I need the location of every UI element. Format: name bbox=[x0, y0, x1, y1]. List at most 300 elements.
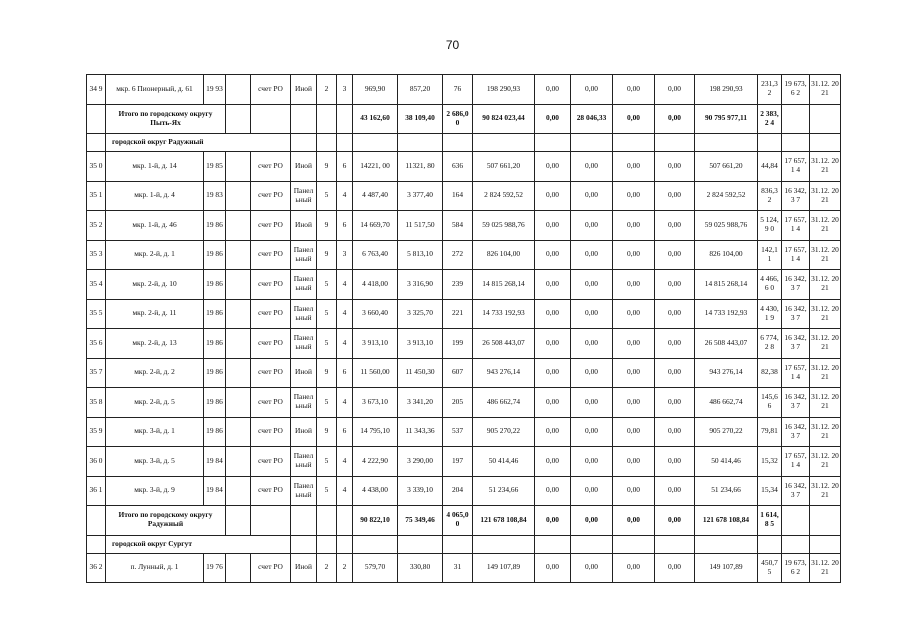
wall-material-cell: Панел ьный bbox=[291, 299, 317, 329]
fund-cell: счет РО bbox=[251, 358, 291, 388]
total-cost-cell: 198 290,93 bbox=[473, 75, 535, 105]
budget-source-cell: 0,00 bbox=[571, 417, 613, 447]
fund-source-cell: 0,00 bbox=[535, 152, 571, 182]
empty-cell bbox=[758, 535, 782, 553]
residents-cell: 197 bbox=[443, 447, 473, 477]
unit-cost-cell: 4 466,6 0 bbox=[758, 270, 782, 300]
floors-cell: 9 bbox=[317, 240, 337, 270]
fund-cell: счет РО bbox=[251, 75, 291, 105]
wall-material-cell: Панел ьный bbox=[291, 240, 317, 270]
empty-cell bbox=[226, 417, 251, 447]
entrances-cell: 2 bbox=[337, 553, 353, 583]
entrances-cell: 4 bbox=[337, 329, 353, 359]
completion-date-cell: 31.12. 2021 bbox=[810, 447, 841, 477]
owners-funds-cell: 14 815 268,14 bbox=[695, 270, 758, 300]
unit-limit-cell: 16 342,3 7 bbox=[782, 181, 810, 211]
empty-cell bbox=[87, 134, 106, 152]
empty-cell bbox=[251, 506, 291, 536]
local-budget-cell: 0,00 bbox=[655, 152, 695, 182]
empty-cell bbox=[782, 134, 810, 152]
floors-cell: 9 bbox=[317, 211, 337, 241]
unit-cost-cell: 44,84 bbox=[758, 152, 782, 182]
subtotal-row bbox=[87, 104, 841, 134]
regional-budget-cell: 0,00 bbox=[613, 417, 655, 447]
unit-limit-cell: 16 342,3 7 bbox=[782, 299, 810, 329]
empty-cell bbox=[291, 104, 317, 134]
row-number: 35 6 bbox=[87, 329, 106, 359]
row-number: 35 2 bbox=[87, 211, 106, 241]
total-area-cell: 6 763,40 bbox=[353, 240, 398, 270]
regional-budget-cell: 0,00 bbox=[613, 358, 655, 388]
residents-cell: 4 065,0 0 bbox=[443, 506, 473, 536]
empty-cell bbox=[226, 476, 251, 506]
empty-cell bbox=[317, 134, 337, 152]
total-cost-cell: 59 025 988,76 bbox=[473, 211, 535, 241]
fund-source-cell: 0,00 bbox=[535, 476, 571, 506]
completion-date-cell: 31.12. 2021 bbox=[810, 358, 841, 388]
empty-cell bbox=[353, 535, 398, 553]
fund-source-cell: 0,00 bbox=[535, 270, 571, 300]
completion-date-cell: 31.12. 2021 bbox=[810, 553, 841, 583]
row-number: 35 5 bbox=[87, 299, 106, 329]
register-body bbox=[87, 75, 841, 583]
floors-cell: 9 bbox=[317, 358, 337, 388]
wall-material-cell: Панел ьный bbox=[291, 447, 317, 477]
entrances-cell: 6 bbox=[337, 152, 353, 182]
empty-cell bbox=[226, 152, 251, 182]
budget-source-cell: 0,00 bbox=[571, 211, 613, 241]
unit-cost-cell: 15,32 bbox=[758, 447, 782, 477]
fund-cell: счет РО bbox=[251, 181, 291, 211]
year-cell: 19 86 bbox=[204, 358, 226, 388]
empty-cell bbox=[810, 535, 841, 553]
page-number: 70 bbox=[445, 38, 460, 52]
budget-source-cell: 0,00 bbox=[571, 329, 613, 359]
table-row bbox=[87, 299, 841, 329]
wall-material-cell: Панел ьный bbox=[291, 181, 317, 211]
total-cost-cell: 507 661,20 bbox=[473, 152, 535, 182]
residents-cell: 272 bbox=[443, 240, 473, 270]
living-area-cell: 3 913,10 bbox=[398, 329, 443, 359]
address-cell: мкр. 6 Пионерный, д. 61 bbox=[106, 75, 204, 105]
table-row bbox=[87, 417, 841, 447]
empty-cell bbox=[226, 240, 251, 270]
budget-source-cell: 0,00 bbox=[571, 152, 613, 182]
year-cell: 19 84 bbox=[204, 476, 226, 506]
empty-cell bbox=[473, 134, 535, 152]
regional-budget-cell: 0,00 bbox=[613, 240, 655, 270]
residents-cell: 607 bbox=[443, 358, 473, 388]
local-budget-cell: 0,00 bbox=[655, 181, 695, 211]
entrances-cell: 6 bbox=[337, 358, 353, 388]
empty-cell bbox=[226, 75, 251, 105]
row-number: 35 9 bbox=[87, 417, 106, 447]
floors-cell: 5 bbox=[317, 270, 337, 300]
regional-budget-cell: 0,00 bbox=[613, 152, 655, 182]
fund-cell: счет РО bbox=[251, 270, 291, 300]
entrances-cell: 4 bbox=[337, 447, 353, 477]
unit-cost-cell: 1 614,8 5 bbox=[758, 506, 782, 536]
regional-budget-cell: 0,00 bbox=[613, 104, 655, 134]
budget-source-cell: 0,00 bbox=[571, 553, 613, 583]
row-number: 35 7 bbox=[87, 358, 106, 388]
total-area-cell: 14221, 00 bbox=[353, 152, 398, 182]
budget-source-cell: 0,00 bbox=[571, 476, 613, 506]
address-cell: мкр. 3-й, д. 5 bbox=[106, 447, 204, 477]
table-row bbox=[87, 152, 841, 182]
living-area-cell: 3 290,00 bbox=[398, 447, 443, 477]
residents-cell: 221 bbox=[443, 299, 473, 329]
living-area-cell: 3 339,10 bbox=[398, 476, 443, 506]
living-area-cell: 3 325,70 bbox=[398, 299, 443, 329]
year-cell: 19 86 bbox=[204, 329, 226, 359]
unit-cost-cell: 450,7 5 bbox=[758, 553, 782, 583]
residents-cell: 2 686,0 0 bbox=[443, 104, 473, 134]
empty-cell bbox=[87, 535, 106, 553]
table-row bbox=[87, 553, 841, 583]
living-area-cell: 11321, 80 bbox=[398, 152, 443, 182]
year-cell: 19 86 bbox=[204, 417, 226, 447]
housing-register-table bbox=[86, 74, 841, 583]
total-cost-cell: 51 234,66 bbox=[473, 476, 535, 506]
local-budget-cell: 0,00 bbox=[655, 358, 695, 388]
total-area-cell: 579,70 bbox=[353, 553, 398, 583]
local-budget-cell: 0,00 bbox=[655, 299, 695, 329]
living-area-cell: 3 316,90 bbox=[398, 270, 443, 300]
budget-source-cell: 0,00 bbox=[571, 358, 613, 388]
empty-cell bbox=[571, 134, 613, 152]
address-cell: мкр. 1-й, д. 46 bbox=[106, 211, 204, 241]
empty-cell bbox=[398, 134, 443, 152]
unit-limit-cell: 16 342,3 7 bbox=[782, 329, 810, 359]
empty-cell bbox=[810, 506, 841, 536]
local-budget-cell: 0,00 bbox=[655, 75, 695, 105]
row-number: 35 1 bbox=[87, 181, 106, 211]
empty-cell bbox=[810, 104, 841, 134]
unit-limit-cell: 17 657,1 4 bbox=[782, 358, 810, 388]
local-budget-cell: 0,00 bbox=[655, 447, 695, 477]
table-row bbox=[87, 211, 841, 241]
floors-cell: 5 bbox=[317, 329, 337, 359]
completion-date-cell: 31.12. 2021 bbox=[810, 152, 841, 182]
unit-limit-cell: 17 657,1 4 bbox=[782, 152, 810, 182]
empty-cell bbox=[226, 553, 251, 583]
unit-cost-cell: 231,3 2 bbox=[758, 75, 782, 105]
address-cell: мкр. 3-й, д. 9 bbox=[106, 476, 204, 506]
empty-cell bbox=[443, 535, 473, 553]
residents-cell: 199 bbox=[443, 329, 473, 359]
living-area-cell: 11 343,36 bbox=[398, 417, 443, 447]
total-area-cell: 90 822,10 bbox=[353, 506, 398, 536]
year-cell: 19 83 bbox=[204, 181, 226, 211]
fund-source-cell: 0,00 bbox=[535, 240, 571, 270]
wall-material-cell: Иной bbox=[291, 417, 317, 447]
empty-cell bbox=[535, 535, 571, 553]
budget-source-cell: 28 046,33 bbox=[571, 104, 613, 134]
owners-funds-cell: 198 290,93 bbox=[695, 75, 758, 105]
completion-date-cell: 31.12. 2021 bbox=[810, 329, 841, 359]
fund-cell: счет РО bbox=[251, 553, 291, 583]
residents-cell: 164 bbox=[443, 181, 473, 211]
owners-funds-cell: 59 025 988,76 bbox=[695, 211, 758, 241]
regional-budget-cell: 0,00 bbox=[613, 476, 655, 506]
year-cell: 19 76 bbox=[204, 553, 226, 583]
address-cell: п. Лунный, д. 1 bbox=[106, 553, 204, 583]
total-cost-cell: 149 107,89 bbox=[473, 553, 535, 583]
fund-cell: счет РО bbox=[251, 476, 291, 506]
row-number: 35 8 bbox=[87, 388, 106, 418]
wall-material-cell: Иной bbox=[291, 75, 317, 105]
unit-limit-cell: 19 673,6 2 bbox=[782, 553, 810, 583]
table-row bbox=[87, 388, 841, 418]
empty-cell bbox=[443, 134, 473, 152]
section-title: городской округ Сургут bbox=[106, 535, 291, 553]
unit-limit-cell: 19 673,6 2 bbox=[782, 75, 810, 105]
completion-date-cell: 31.12. 2021 bbox=[810, 476, 841, 506]
residents-cell: 31 bbox=[443, 553, 473, 583]
year-cell: 19 84 bbox=[204, 447, 226, 477]
entrances-cell: 4 bbox=[337, 476, 353, 506]
unit-cost-cell: 145,6 6 bbox=[758, 388, 782, 418]
residents-cell: 204 bbox=[443, 476, 473, 506]
unit-cost-cell: 82,38 bbox=[758, 358, 782, 388]
empty-cell bbox=[317, 535, 337, 553]
fund-source-cell: 0,00 bbox=[535, 553, 571, 583]
wall-material-cell: Иной bbox=[291, 211, 317, 241]
fund-source-cell: 0,00 bbox=[535, 211, 571, 241]
owners-funds-cell: 486 662,74 bbox=[695, 388, 758, 418]
owners-funds-cell: 51 234,66 bbox=[695, 476, 758, 506]
year-cell: 19 93 bbox=[204, 75, 226, 105]
wall-material-cell: Панел ьный bbox=[291, 476, 317, 506]
owners-funds-cell: 826 104,00 bbox=[695, 240, 758, 270]
row-number: 36 0 bbox=[87, 447, 106, 477]
empty-cell bbox=[87, 506, 106, 536]
fund-cell: счет РО bbox=[251, 388, 291, 418]
wall-material-cell: Панел ьный bbox=[291, 270, 317, 300]
empty-cell bbox=[291, 535, 317, 553]
total-cost-cell: 826 104,00 bbox=[473, 240, 535, 270]
owners-funds-cell: 26 508 443,07 bbox=[695, 329, 758, 359]
empty-cell bbox=[337, 535, 353, 553]
total-cost-cell: 14 815 268,14 bbox=[473, 270, 535, 300]
fund-source-cell: 0,00 bbox=[535, 181, 571, 211]
empty-cell bbox=[87, 104, 106, 134]
unit-cost-cell: 6 774,2 8 bbox=[758, 329, 782, 359]
completion-date-cell: 31.12. 2021 bbox=[810, 270, 841, 300]
table-row bbox=[87, 75, 841, 105]
wall-material-cell: Иной bbox=[291, 358, 317, 388]
total-area-cell: 3 660,40 bbox=[353, 299, 398, 329]
table-row bbox=[87, 240, 841, 270]
local-budget-cell: 0,00 bbox=[655, 417, 695, 447]
total-area-cell: 11 560,00 bbox=[353, 358, 398, 388]
empty-cell bbox=[782, 535, 810, 553]
empty-cell bbox=[353, 134, 398, 152]
budget-source-cell: 0,00 bbox=[571, 270, 613, 300]
table-row bbox=[87, 270, 841, 300]
empty-cell bbox=[226, 388, 251, 418]
regional-budget-cell: 0,00 bbox=[613, 75, 655, 105]
owners-funds-cell: 905 270,22 bbox=[695, 417, 758, 447]
empty-cell bbox=[571, 535, 613, 553]
empty-cell bbox=[226, 181, 251, 211]
fund-source-cell: 0,00 bbox=[535, 75, 571, 105]
empty-cell bbox=[226, 447, 251, 477]
local-budget-cell: 0,00 bbox=[655, 329, 695, 359]
completion-date-cell: 31.12. 2021 bbox=[810, 75, 841, 105]
empty-cell bbox=[291, 506, 317, 536]
total-area-cell: 4 487,40 bbox=[353, 181, 398, 211]
living-area-cell: 3 341,20 bbox=[398, 388, 443, 418]
unit-limit-cell: 17 657,1 4 bbox=[782, 240, 810, 270]
empty-cell bbox=[758, 134, 782, 152]
fund-source-cell: 0,00 bbox=[535, 506, 571, 536]
empty-cell bbox=[655, 535, 695, 553]
empty-cell bbox=[473, 535, 535, 553]
owners-funds-cell: 121 678 108,84 bbox=[695, 506, 758, 536]
floors-cell: 5 bbox=[317, 299, 337, 329]
empty-cell bbox=[613, 535, 655, 553]
empty-cell bbox=[695, 134, 758, 152]
living-area-cell: 330,80 bbox=[398, 553, 443, 583]
living-area-cell: 75 349,46 bbox=[398, 506, 443, 536]
address-cell: мкр. 1-й, д. 4 bbox=[106, 181, 204, 211]
regional-budget-cell: 0,00 bbox=[613, 181, 655, 211]
address-cell: мкр. 2-й, д. 11 bbox=[106, 299, 204, 329]
total-area-cell: 14 669,70 bbox=[353, 211, 398, 241]
year-cell: 19 86 bbox=[204, 388, 226, 418]
fund-cell: счет РО bbox=[251, 152, 291, 182]
subtotal-label: Итого по городскому округу Пыть-Ях bbox=[106, 104, 226, 134]
empty-cell bbox=[226, 211, 251, 241]
unit-limit-cell: 17 657,1 4 bbox=[782, 447, 810, 477]
total-area-cell: 4 222,90 bbox=[353, 447, 398, 477]
completion-date-cell: 31.12. 2021 bbox=[810, 240, 841, 270]
empty-cell bbox=[810, 134, 841, 152]
floors-cell: 5 bbox=[317, 447, 337, 477]
unit-cost-cell: 2 383,2 4 bbox=[758, 104, 782, 134]
completion-date-cell: 31.12. 2021 bbox=[810, 181, 841, 211]
total-area-cell: 4 438,00 bbox=[353, 476, 398, 506]
table-row bbox=[87, 329, 841, 359]
empty-cell bbox=[535, 134, 571, 152]
owners-funds-cell: 943 276,14 bbox=[695, 358, 758, 388]
empty-cell bbox=[317, 104, 337, 134]
fund-cell: счет РО bbox=[251, 240, 291, 270]
total-cost-cell: 50 414,46 bbox=[473, 447, 535, 477]
entrances-cell: 4 bbox=[337, 181, 353, 211]
entrances-cell: 3 bbox=[337, 240, 353, 270]
total-area-cell: 969,90 bbox=[353, 75, 398, 105]
total-area-cell: 3 673,10 bbox=[353, 388, 398, 418]
residents-cell: 636 bbox=[443, 152, 473, 182]
row-number: 36 2 bbox=[87, 553, 106, 583]
residents-cell: 584 bbox=[443, 211, 473, 241]
fund-source-cell: 0,00 bbox=[535, 329, 571, 359]
unit-limit-cell: 16 342,3 7 bbox=[782, 417, 810, 447]
owners-funds-cell: 50 414,46 bbox=[695, 447, 758, 477]
section-title: городской округ Радужный bbox=[106, 134, 291, 152]
empty-cell bbox=[291, 134, 317, 152]
address-cell: мкр. 3-й, д. 1 bbox=[106, 417, 204, 447]
table-row bbox=[87, 447, 841, 477]
unit-limit-cell: 16 342,3 7 bbox=[782, 388, 810, 418]
fund-source-cell: 0,00 bbox=[535, 104, 571, 134]
total-cost-cell: 905 270,22 bbox=[473, 417, 535, 447]
entrances-cell: 6 bbox=[337, 211, 353, 241]
empty-cell bbox=[613, 134, 655, 152]
budget-source-cell: 0,00 bbox=[571, 240, 613, 270]
living-area-cell: 38 109,40 bbox=[398, 104, 443, 134]
wall-material-cell: Панел ьный bbox=[291, 388, 317, 418]
floors-cell: 5 bbox=[317, 181, 337, 211]
total-area-cell: 4 418,00 bbox=[353, 270, 398, 300]
living-area-cell: 11 450,30 bbox=[398, 358, 443, 388]
unit-limit-cell: 16 342,3 7 bbox=[782, 476, 810, 506]
row-number: 35 0 bbox=[87, 152, 106, 182]
completion-date-cell: 31.12. 2021 bbox=[810, 388, 841, 418]
total-cost-cell: 121 678 108,84 bbox=[473, 506, 535, 536]
entrances-cell: 4 bbox=[337, 270, 353, 300]
living-area-cell: 11 517,50 bbox=[398, 211, 443, 241]
floors-cell: 5 bbox=[317, 476, 337, 506]
residents-cell: 537 bbox=[443, 417, 473, 447]
subtotal-label: Итого по городскому округу Радужный bbox=[106, 506, 226, 536]
residents-cell: 76 bbox=[443, 75, 473, 105]
local-budget-cell: 0,00 bbox=[655, 240, 695, 270]
unit-cost-cell: 4 430,1 9 bbox=[758, 299, 782, 329]
wall-material-cell: Панел ьный bbox=[291, 329, 317, 359]
owners-funds-cell: 507 661,20 bbox=[695, 152, 758, 182]
floors-cell: 2 bbox=[317, 75, 337, 105]
total-area-cell: 43 162,60 bbox=[353, 104, 398, 134]
address-cell: мкр. 2-й, д. 13 bbox=[106, 329, 204, 359]
unit-cost-cell: 15,34 bbox=[758, 476, 782, 506]
living-area-cell: 857,20 bbox=[398, 75, 443, 105]
living-area-cell: 3 377,40 bbox=[398, 181, 443, 211]
empty-cell bbox=[695, 535, 758, 553]
fund-source-cell: 0,00 bbox=[535, 299, 571, 329]
regional-budget-cell: 0,00 bbox=[613, 553, 655, 583]
row-number: 34 9 bbox=[87, 75, 106, 105]
empty-cell bbox=[655, 134, 695, 152]
entrances-cell: 4 bbox=[337, 299, 353, 329]
empty-cell bbox=[226, 506, 251, 536]
total-cost-cell: 486 662,74 bbox=[473, 388, 535, 418]
budget-source-cell: 0,00 bbox=[571, 447, 613, 477]
budget-source-cell: 0,00 bbox=[571, 299, 613, 329]
entrances-cell: 4 bbox=[337, 388, 353, 418]
total-cost-cell: 26 508 443,07 bbox=[473, 329, 535, 359]
fund-cell: счет РО bbox=[251, 447, 291, 477]
floors-cell: 9 bbox=[317, 417, 337, 447]
total-cost-cell: 90 824 023,44 bbox=[473, 104, 535, 134]
empty-cell bbox=[226, 104, 251, 134]
owners-funds-cell: 14 733 192,93 bbox=[695, 299, 758, 329]
budget-source-cell: 0,00 bbox=[571, 388, 613, 418]
fund-cell: счет РО bbox=[251, 299, 291, 329]
empty-cell bbox=[226, 299, 251, 329]
section-header-row bbox=[87, 134, 841, 152]
owners-funds-cell: 2 824 592,52 bbox=[695, 181, 758, 211]
section-header-row bbox=[87, 535, 841, 553]
fund-cell: счет РО bbox=[251, 211, 291, 241]
completion-date-cell: 31.12. 2021 bbox=[810, 417, 841, 447]
unit-cost-cell: 142,1 1 bbox=[758, 240, 782, 270]
wall-material-cell: Иной bbox=[291, 152, 317, 182]
wall-material-cell: Иной bbox=[291, 553, 317, 583]
